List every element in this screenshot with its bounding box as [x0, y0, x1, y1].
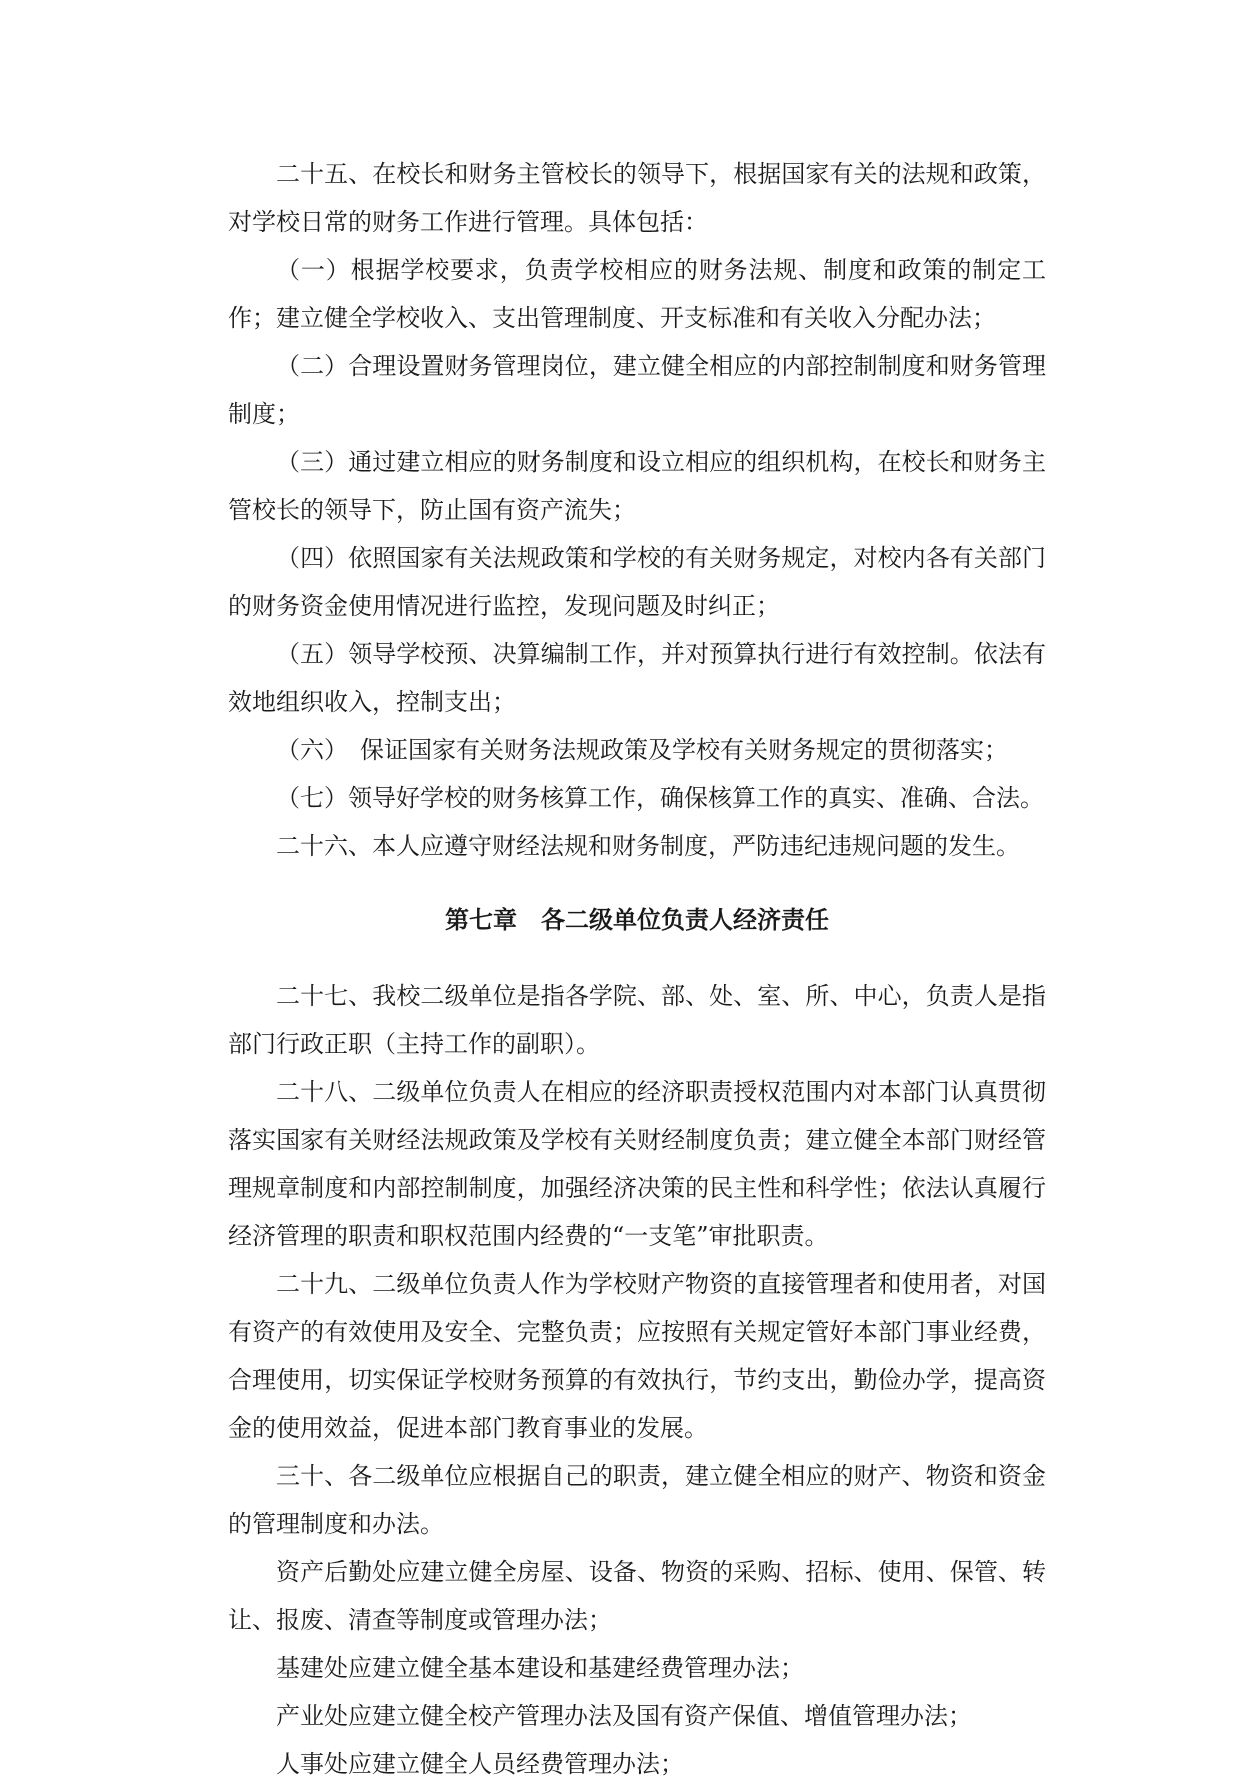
paragraph-25: 二十五、在校长和财务主管校长的领导下，根据国家有关的法规和政策，对学校日常的财务工作进行管理。具体包括：	[228, 160, 1046, 236]
paragraph-30-assets: 资产后勤处应建立健全房屋、设备、物资的采购、招标、使用、保管、转让、报废、清查等制度或管理办法；	[228, 1558, 1046, 1634]
paragraph-29: 二十九、二级单位负责人作为学校财产物资的直接管理者和使用者，对国有资产的有效使用及安全、完整负责；应按照有关规定管好本部门事业经费，合理使用，切实保证学校财务预算的有效执行，节约支出，勤俭办学，提高资金的使用效益，促进本部门教育事业的发展。	[228, 1270, 1046, 1442]
paragraph-25-item-3: （三）通过建立相应的财务制度和设立相应的组织机构，在校长和财务主管校长的领导下，防止国有资产流失；	[228, 448, 1046, 524]
paragraph-30-construction: 基建处应建立健全基本建设和基建经费管理办法；	[276, 1654, 804, 1682]
paragraph-28: 二十八、二级单位负责人在相应的经济职责授权范围内对本部门认真贯彻落实国家有关财经法规政策及学校有关财经制度负责；建立健全本部门财经管理规章制度和内部控制制度，加强经济决策的民主性和科学性；依法认真履行经济管理的职责和职权范围内经费的“一支笔”审批职责。	[228, 1078, 1046, 1250]
paragraph-26: 二十六、本人应遵守财经法规和财务制度，严防违纪违规问题的发生。	[276, 832, 1020, 860]
paragraph-25-item-5: （五）领导学校预、决算编制工作，并对预算执行进行有效控制。依法有效地组织收入，控制支出；	[228, 640, 1046, 716]
paragraph-25-item-1: （一）根据学校要求，负责学校相应的财务法规、制度和政策的制定工作；建立健全学校收入、支出管理制度、开支标准和有关收入分配办法；	[228, 256, 1046, 332]
paragraph-30-industry: 产业处应建立健全校产管理办法及国有资产保值、增值管理办法；	[276, 1702, 972, 1730]
document-page	[228, 150, 1046, 1788]
paragraph-25-item-2: （二）合理设置财务管理岗位，建立健全相应的内部控制制度和财务管理制度；	[228, 352, 1046, 428]
paragraph-25-item-6: （六） 保证国家有关财务法规政策及学校有关财务规定的贯彻落实；	[276, 736, 1008, 764]
paragraph-25-item-7: （七）领导好学校的财务核算工作，确保核算工作的真实、准确、合法。	[276, 784, 1044, 812]
paragraph-30: 三十、各二级单位应根据自己的职责，建立健全相应的财产、物资和资金的管理制度和办法。	[228, 1462, 1046, 1538]
paragraph-30-personnel: 人事处应建立健全人员经费管理办法；	[276, 1750, 684, 1778]
paragraph-25-item-4: （四）依照国家有关法规政策和学校的有关财务规定，对校内各有关部门的财务资金使用情况进行监控，发现问题及时纠正；	[228, 544, 1046, 620]
chapter-heading: 第七章 各二级单位负责人经济责任	[445, 906, 829, 934]
paragraph-27: 二十七、我校二级单位是指各学院、部、处、室、所、中心，负责人是指部门行政正职（主持工作的副职）。	[228, 982, 1046, 1058]
